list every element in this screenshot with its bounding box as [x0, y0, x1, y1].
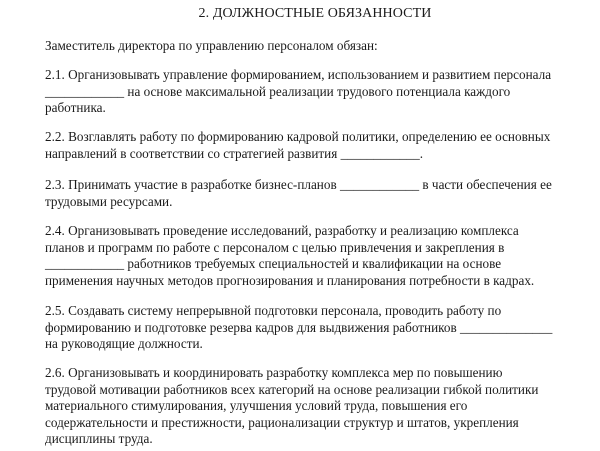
paragraph-line: дисциплины труда.	[45, 431, 153, 447]
paragraph-line: планов и программ по работе с персоналом с целью привлечения и закрепления в	[45, 239, 505, 255]
paragraph-line: 2.1. Организовывать управление формированием, использованием и развитием персонала	[45, 67, 552, 82]
paragraph-line: 2.4. Организовывать проведение исследований, разработку и реализацию комплекса	[45, 223, 519, 238]
paragraph-line: применения научных методов прогнозирования и планирования потребности в кадрах.	[45, 272, 535, 288]
paragraph-line: формированию и подготовке резерва кадров для выдвижения работников ______________	[45, 319, 553, 335]
paragraph-line: ____________ работников требуемых специальностей и квалификации на основе	[45, 256, 502, 272]
intro-line: Заместитель директора по управлению персоналом обязан:	[45, 38, 378, 53]
duty-2-3	[45, 177, 600, 210]
duty-2-4	[45, 223, 600, 289]
paragraph-line: трудовыми ресурсами.	[45, 193, 173, 209]
paragraph-line: материального стимулирования, улучшения условий труда, повышения его	[45, 398, 468, 414]
intro-text	[45, 38, 600, 55]
paragraph-line: ____________ на основе максимальной реализации трудового потенциала каждого	[45, 83, 511, 99]
paragraph-line: трудовой мотивации работников всех категорий на основе реализации гибкой политики	[45, 381, 539, 397]
paragraph-line: 2.3. Принимать участие в разработке бизнес-планов ____________ в части обеспечения ее	[45, 177, 552, 192]
duty-2-2	[45, 129, 600, 162]
duty-2-5	[45, 303, 600, 353]
paragraph-line: 2.5. Создавать систему непрерывной подготовки персонала, проводить работу по	[45, 303, 502, 318]
section-title: 2. ДОЛЖНОСТНЫЕ ОБЯЗАННОСТИ	[198, 6, 432, 21]
paragraph-line: работника.	[45, 100, 106, 116]
paragraph-line: 2.2. Возглавлять работу по формированию кадровой политики, определению ее основных	[45, 129, 551, 144]
paragraph-line: 2.6. Организовывать и координировать разработку комплекса мер по повышению	[45, 365, 503, 380]
paragraph-line: на руководящие должности.	[45, 336, 203, 352]
duty-2-1	[45, 67, 600, 117]
duty-2-6	[45, 365, 600, 448]
paragraph-line: направлений в соответствии со стратегией развития ____________.	[45, 145, 423, 161]
paragraph-line: содержательности и престижности, рационализации структур и штатов, укрепления	[45, 414, 519, 430]
